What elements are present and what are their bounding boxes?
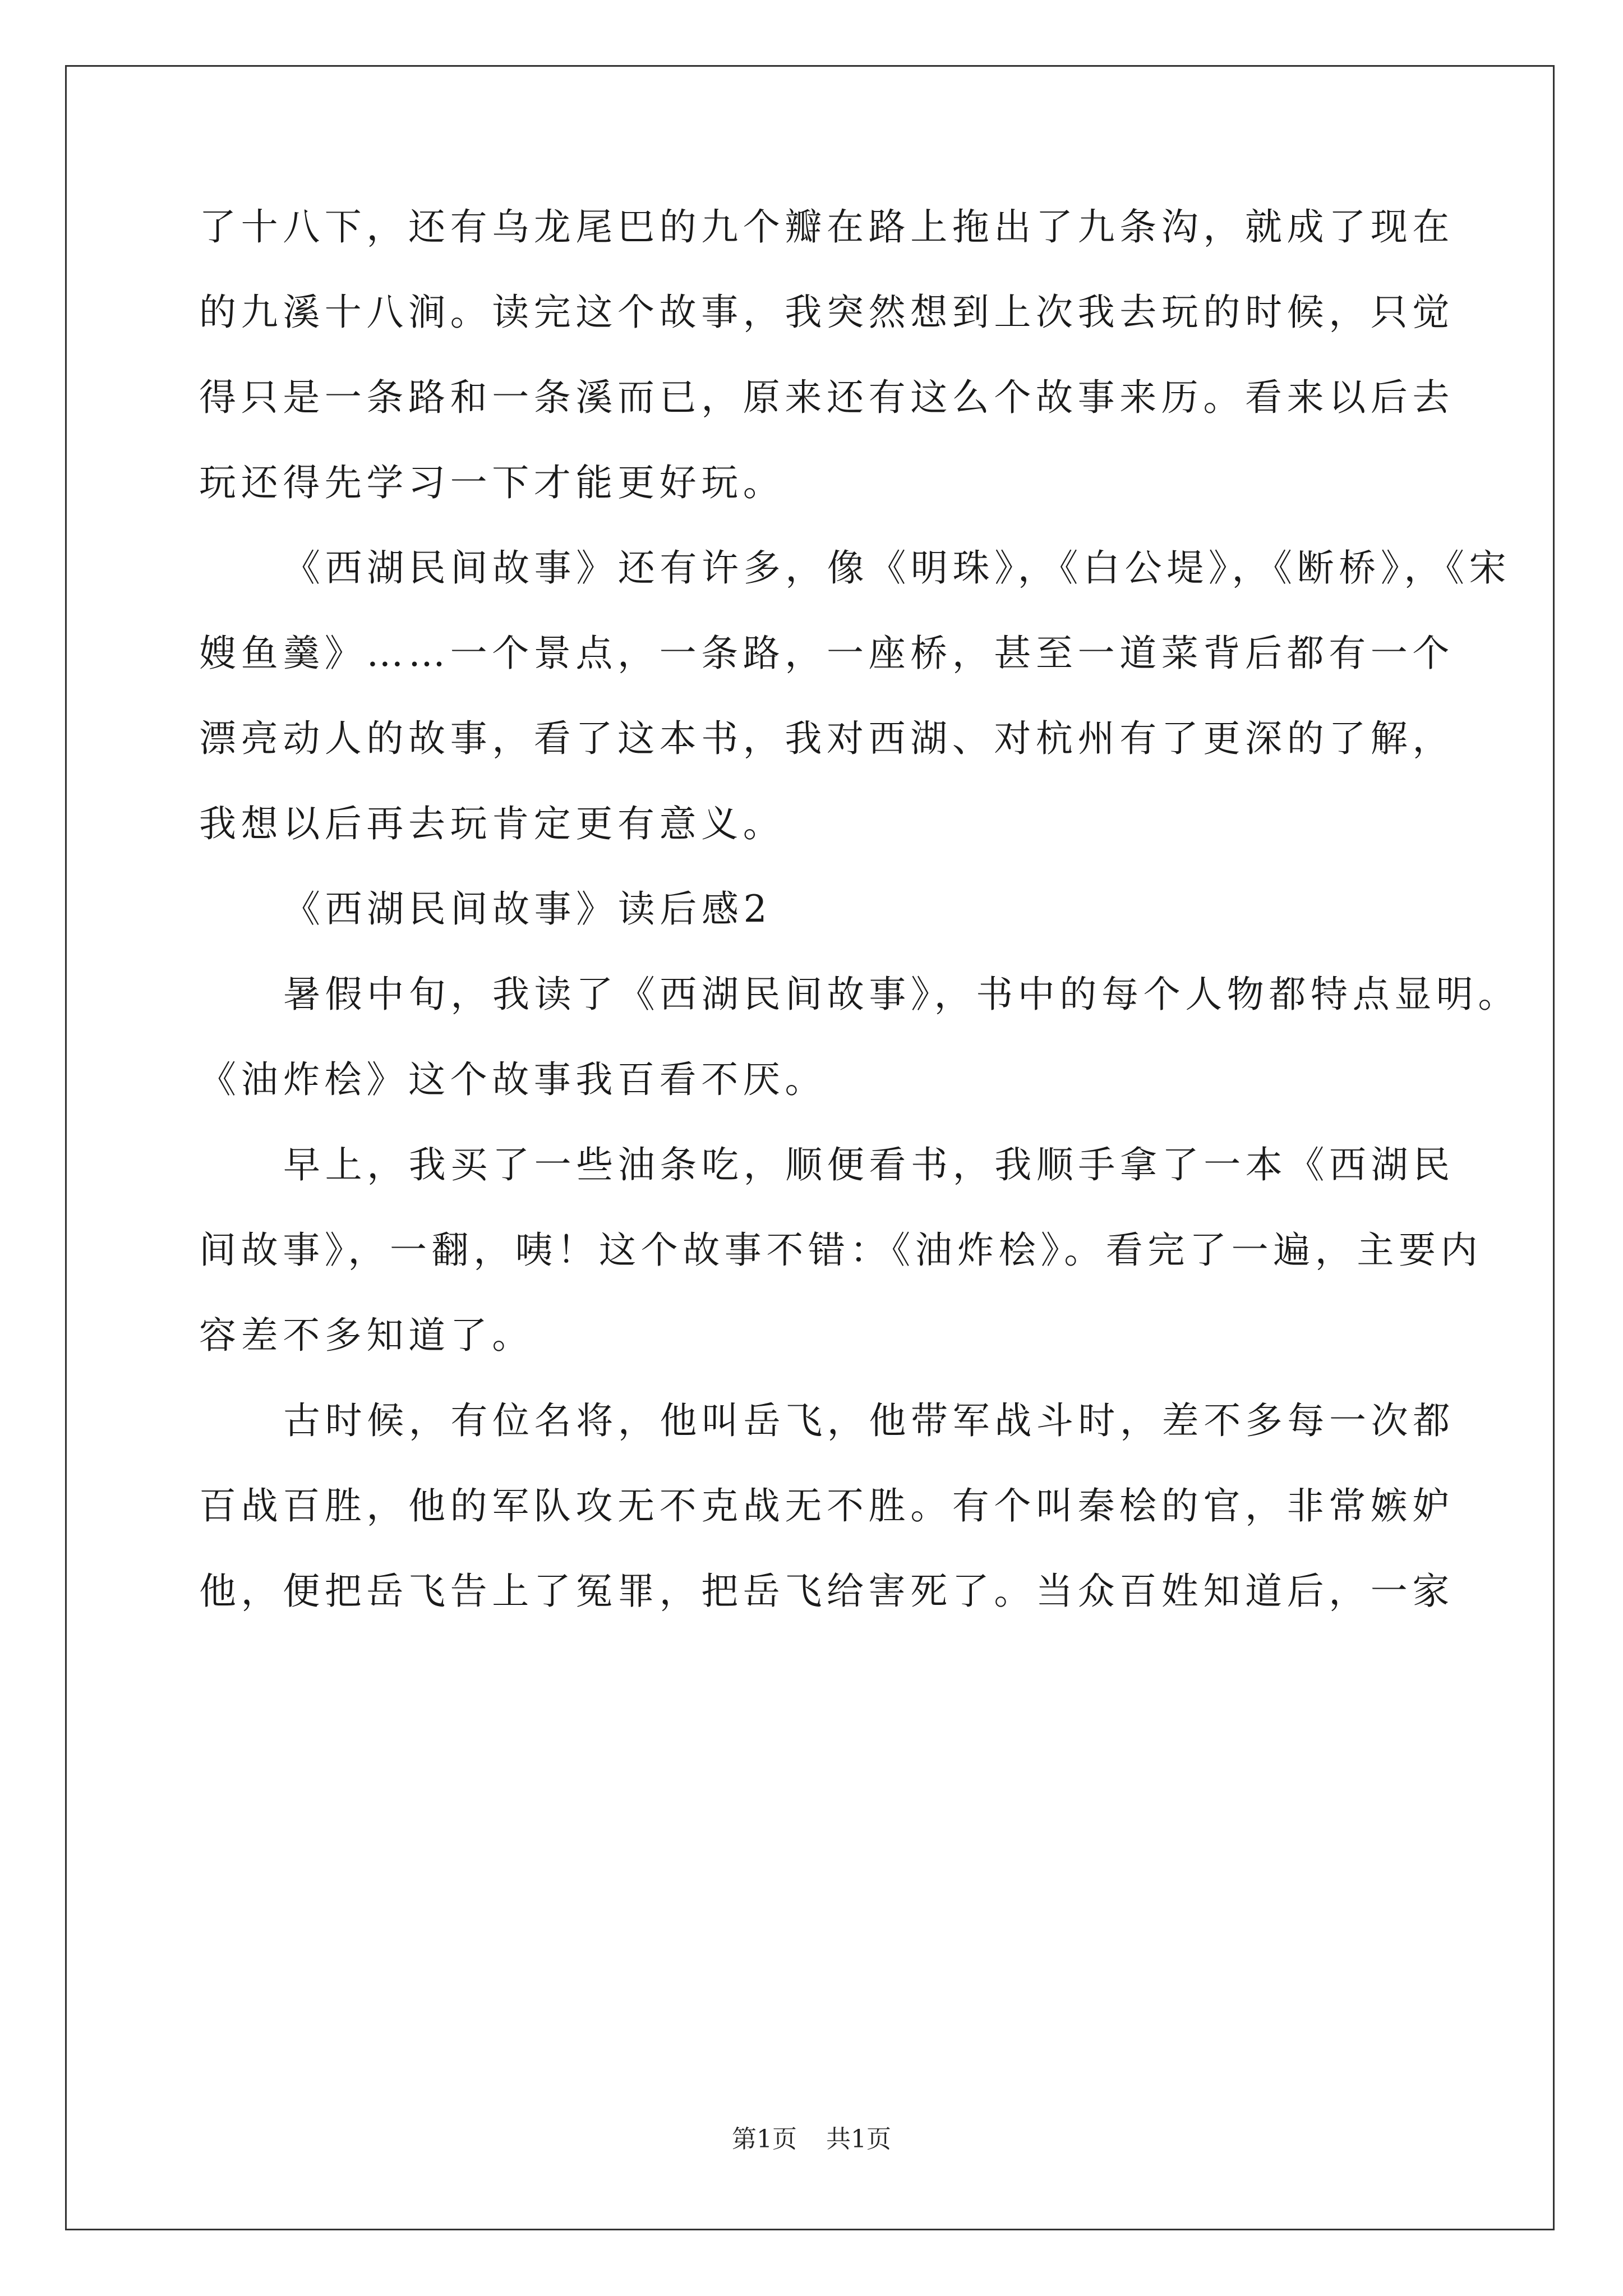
text-line: 《油炸桧》这个故事我百看不厌。 (199, 1058, 827, 1101)
text-line: 百战百胜，他的军队攻无不克战无不胜。有个叫秦桧的官，非常嫉妒 (199, 1484, 1454, 1527)
text-line: 玩还得先学习一下才能更好玩。 (199, 461, 785, 504)
document-body (199, 199, 1520, 1649)
text-line: 的九溪十八涧。读完这个故事，我突然想到上次我去玩的时候，只觉 (199, 291, 1454, 334)
page-footer (0, 2123, 1623, 2156)
text-line: 嫂鱼羹》……一个景点，一条路，一座桥，甚至一道菜背后都有一个 (199, 632, 1454, 675)
section-heading: 《西湖民间故事》读后感2 (283, 887, 772, 931)
text-line: 了十八下，还有乌龙尾巴的九个瓣在路上拖出了九条沟，就成了现在 (199, 205, 1454, 249)
text-line: 得只是一条路和一条溪而已，原来还有这么个故事来历。看来以后去 (199, 376, 1454, 419)
page-total: 共1页 (826, 2125, 891, 2154)
text-line: 容差不多知道了。 (199, 1314, 534, 1357)
text-line: 早上，我买了一些油条吃，顺便看书，我顺手拿了一本《西湖民 (283, 1143, 1455, 1186)
text-line: 暑假中旬，我读了《西湖民间故事》，书中的每个人物都特点显明。 (283, 973, 1520, 1016)
text-line: 古时候，有位名将，他叫岳飞，他带军战斗时，差不多每一次都 (283, 1399, 1455, 1442)
text-line: 《西湖民间故事》还有许多，像《明珠》，《白公堤》，《断桥》，《宋 (283, 546, 1511, 590)
text-line: 他，便把岳飞告上了冤罪，把岳飞给害死了。当众百姓知道后，一家 (199, 1570, 1454, 1613)
text-line: 间故事》，一翻，咦！这个故事不错：《油炸桧》。看完了一遍，主要内 (199, 1228, 1483, 1272)
text-line: 漂亮动人的故事，看了这本书，我对西湖、对杭州有了更深的了解， (199, 717, 1454, 760)
text-line: 我想以后再去玩肯定更有意义。 (199, 802, 785, 845)
page-number: 第1页 (732, 2125, 797, 2154)
